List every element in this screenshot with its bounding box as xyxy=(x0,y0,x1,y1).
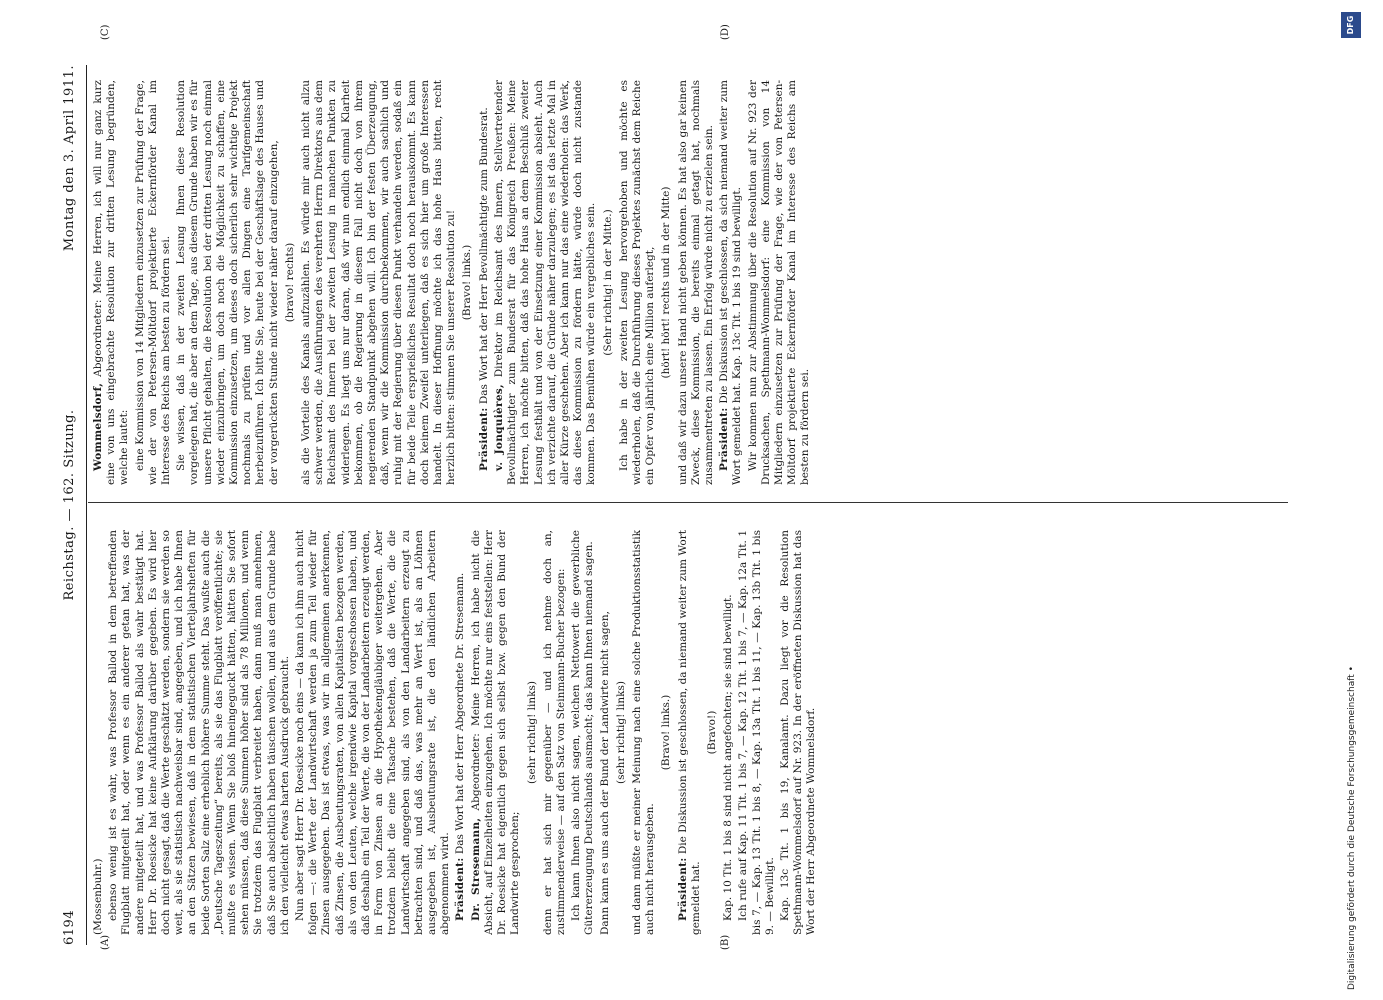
paragraph: Präsident: Die Diskussion ist geschlossen, da niemand weiter zum Wort gemeldet hat. xyxy=(676,530,702,935)
right-column xyxy=(92,80,1292,485)
margin-marker-c: (C) xyxy=(100,24,111,40)
paragraph: Kap. 10 Tit. 1 bis 8 sind nicht angefochten; sie sind bewilligt. xyxy=(722,594,735,921)
paragraph: Präsident: Das Wort hat der Herr Abgeordnete Dr. Stresemann. xyxy=(454,572,467,921)
speaker-name: Wommelsdorf, xyxy=(92,382,104,471)
paragraph: Nun aber sagt Herr Dr. Roesicke noch eins — da kann ich ihm auch nicht folgen —: die Werte der Landwirtschaft werden ja zum Teil wieder für Zinsen ausgegeben. Das ist etwas, was wir im allgemeinen anerkennen, daß Zinsen, die Ausbeutungsraten, von allen Kapitalisten bezogen werden, als von den Leuten, welche irgendwie Kapital vorgeschossen haben, und daß deshalb ein Teil der Werte, die von der Landarbeitern erzeugt werden, in Form von Zinsen an die Hypothekengläubiger weitergehen. Aber trotzdem bleibt die eine Tatsache bestehen, daß die Werte, die die Landwirtschaft angegeben sind, als von den Landarbeitern erzeugt zu betrachten sind, und daß das, was mehr an Wert ist, als an Löhnen ausgegeben ist, Ausbeutungsrate ist, die den ländlichen Arbeitern abgenommen wird. xyxy=(294,530,452,935)
interjection: (hört! hört! rechts und in der Mitte) xyxy=(660,186,673,379)
page-number: 6194 xyxy=(62,909,77,945)
paragraph: denn er hat sich mir gegenüber — und ich nehme doch an, zustimmenderweise — auf den Satz von Steinmann-Bucher bezogen: xyxy=(541,530,567,935)
speaker-name: Präsident: xyxy=(454,857,467,921)
paragraph: Sie wissen, daß in der zweiten Lesung Ihnen diese Resolution vorgelegen hat, die aber an dem Tage, aus diesem Grunde haben wir es für unsere Pflicht gehalten, die Resolution bei der dritten Lesung noch einmal wieder einzubringen, um doch noch die Möglichkeit zu schaffen, eine Kommission einzusetzen, um dieses doch sicherlich sehr wichtige Projekt nochmals zu prüfen und vor allen Dingen eine Tarifgemeinschaft herbeizuführen. Ich bitte Sie, heute bei der Geschäftslage des Hauses und der vorgerückten Stunde nicht wieder näher darauf einzugehen, xyxy=(175,80,280,485)
quotation: Ich kann Ihnen also nicht sagen, welchen Nettowert die gewerbliche Gütererzeugung Deutschlands ausmacht; das kann Ihnen niemand sagen. xyxy=(570,530,596,935)
paragraph: Kap. 13c Tit. 1 bis 19, Kanalamt. Dazu liegt vor die Resolution Spethmann-Wommelsdorf auf Nr. 923. In der eröffneten Diskussion hat das Wort der Herr Abgeordnete Wommelsdorf. xyxy=(778,530,818,935)
paragraph: Wommelsdorf, Abgeordneter: Meine Herren, ich will nur ganz kurz eine von uns eingebrachte Resolution zur dritten Lesung begründen, welche lautet: xyxy=(92,80,131,485)
session-date: Montag den 3. April 1911. xyxy=(62,65,77,252)
speaker-tag: (Mossenbuhr.) xyxy=(92,858,104,935)
margin-marker-b: (B) xyxy=(720,934,731,950)
speaker-name: Präsident: xyxy=(718,407,731,471)
interjection: (Bravo! links.) xyxy=(660,694,673,771)
paragraph: Präsident: Die Diskussion ist geschlossen, da sich niemand weiter zum Wort gemeldet hat. Kap. 13c Tit. 1 bis 19 sind bewilligt. xyxy=(718,80,744,485)
paragraph: Präsident: Das Wort hat der Herr Bevollmächtigte zum Bundesrat. xyxy=(477,107,490,471)
interjection: (sehr richtig! links) xyxy=(614,680,627,785)
interjection: (sehr richtig! links) xyxy=(525,680,538,785)
paragraph: Ich habe in der zweiten Lesung hervorgehoben und möchte es wiederholen, daß die Durchführung dieses Projektes zunächst dem Reiche ein Opfer von jährlich eine Million auferlegt, xyxy=(617,80,657,485)
interjection: (Bravo!) xyxy=(705,710,718,755)
page-header xyxy=(62,65,84,945)
paragraph: Dr. Stresemann, Abgeordneter: Meine Herren, ich habe nicht die Absicht, auf Einzelheiten einzugehen. Ich möchte nur eins feststellen: Herr Dr. Roesicke hat eigentlich gegen sich selbst bzw. gegen den Bund der Landwirte gesprochen; xyxy=(469,530,522,935)
quotation: eine Kommission von 14 Mitgliedern einzusetzen zur Prüfung der Frage, wie der von Petersen-Möltdorf projektierte Eckernförder Kanal im Interesse des Reichs am besten zu fördern sei. xyxy=(133,80,173,485)
paragraph: und daß wir dazu unsere Hand nicht geben können. Es hat also gar keinen Zweck, diese Kommission, die bereits einmal getagt hat, nochmals zusammentreten zu lassen. Ein Erfolg würde nicht zu erzielen sein. xyxy=(676,80,715,485)
speaker-name: Präsident: xyxy=(477,407,490,471)
paragraph: Ich rufe auf Kap. 11 Tit. 1 bis 7, — Kap. 12 Tit. 1 bis 7, — Kap. 12a Tit. 1 bis 7, — Kap. 13 Tit. 1 bis 8, — Kap. 13a Tit. 1 bis 11, — Kap. 13b Tit. 1 bis 9. — Bewilligt. xyxy=(737,530,776,935)
interjection: (bravo! rechts) xyxy=(283,242,296,323)
paragraph: und dann müßte er meiner Meinung nach eine solche Produktionsstatistik auch nicht herausgeben. xyxy=(630,530,657,935)
dfg-logo: DFG xyxy=(1341,12,1361,38)
session-title: Reichstag. — 162. Sitzung. xyxy=(62,409,77,601)
margin-marker-a: (A) xyxy=(100,934,111,950)
speaker-name: v. Jonquières, xyxy=(492,384,505,471)
interjection: (Bravo! links.) xyxy=(461,244,474,321)
paragraph: ebenso wenig ist es wahr, was Professor Ballod in dem betreffenden Flugblatt mitgeteilt hat, oder wenn es ein anderer getan hat, was der andere mitgeteilt hat, und was Professor Ballod als wahr bestätigt hat. Herr Dr. Roesicke hat keine Aufklärung darüber gegeben. Es wird hier doch nicht gesagt, daß die Werte geschätzt werden, sondern sie werden so weit, als sie statistisch nachweisbar sind, angegeben, und ich habe Ihnen an den Sätzen bewiesen, daß in dem statistischen Vierteljahrsheften für beide Sorten Salz eine erheblich höhere Summe steht. Das wußte auch die „Deutsche Tageszeitung“ bereits, als sie das Flugblatt veröffentlichte; sie mußte es wissen. Wenn Sie bloß hineingeguckt hätten, hätten Sie sofort sehen müssen, daß diese Summen höher sind als 78 Millionen, und wenn Sie trotzdem das Flugblatt verbreitet haben, dann muß man annehmen, daß Sie auch absichtlich haben täuschen wollen, und aus dem Grunde habe ich den vielleicht etwas harten Ausdruck gebraucht. xyxy=(107,530,291,935)
speaker-name: Präsident: xyxy=(676,857,689,921)
paragraph: v. Jonquières, Direktor im Reichsamt des Innern, Stellvertretender Bevollmächtigter zum Bundesrat für das Königreich Preußen: Meine Herren, ich möchte bitten, daß das hohe Haus an dem Beschluß zweiter Lesung festhält und von der Einsetzung einer Kommission absieht. Auch ich verzichte darauf, die Gründe näher darzulegen; es ist das letzte Mal in aller Kürze geschehen. Aber ich kann nur das eine wiederholen: das Werk, das diese Kommission zu fördern hätte, würde doch nicht zustande kommen. Das Bemühen würde ein vergebliches sein. xyxy=(492,80,598,485)
paragraph: als die Vorteile des Kanals aufzuzählen. Es würde mir auch nicht allzu schwer werden, die Ausführungen des verehrten Herrn Direktors aus dem Reichsamt des Innern bei der zweiten Lesung in manchen Punkten zu widerlegen. Es liegt uns nur daran, daß wir nun endlich einmal Klarheit bekommen, ob die Regierung in diesem Fall nicht doch von ihrem negierenden Standpunkt abgehen will. Ich bin der festen Überzeugung, daß, wenn wir die Kommission durchbekommen, wir auch sachlich und ruhig mit der Regierung über diesen Punkt verhandeln werden, sodaß ein für beide Teile ersprießliches Resultat doch noch herauskommt. Es kann doch keinem Zweifel unterliegen, daß es sich hier um große Interessen handelt. In dieser Hoffnung möchte ich das hohe Haus bitten, recht herzlich bitten: stimmen Sie unserer Resolution zu! xyxy=(300,80,458,485)
left-column xyxy=(92,530,1292,935)
digitization-credit: Digitalisierung gefördert durch die Deutsche Forschungsgemeinschaft • xyxy=(1347,666,1357,990)
margin-marker-d: (D) xyxy=(720,24,731,40)
column-divider xyxy=(88,502,1288,503)
paragraph: Wir kommen nun zur Abstimmung über die Resolution auf Nr. 923 der Drucksachen, Spethmann-Wommelsdorf: eine Kommission von 14 Mitgliedern einzusetzen zur Prüfung der Frage, wie der von Petersen-Möltdorf projektierte Eckernförder Kanal im Interesse des Reichs am besten zu fördern sei. xyxy=(746,80,812,485)
speaker-name: Dr. Stresemann, xyxy=(469,817,482,921)
page-footer xyxy=(1333,0,1373,1000)
paragraph: Dann kann es uns auch der Bund der Landwirte nicht sagen, xyxy=(598,611,611,935)
interjection: (Sehr richtig! in der Mitte.) xyxy=(601,209,614,356)
header-rule xyxy=(86,65,87,945)
